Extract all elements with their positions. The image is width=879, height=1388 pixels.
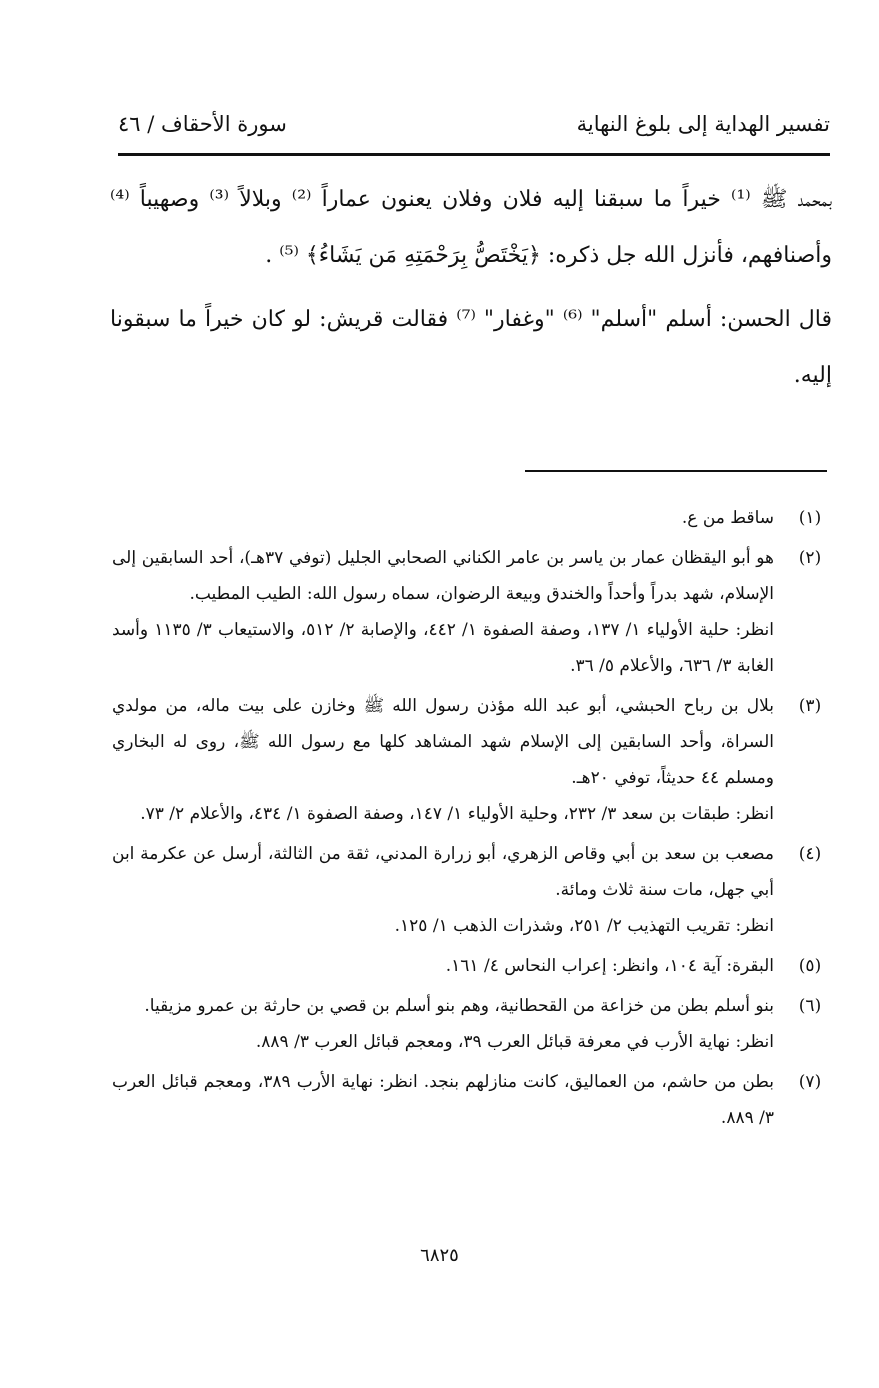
footnote-references: انظر: طبقات بن سعد ٣/ ٢٣٢، وحلية الأولياء ١/ ١٤٧، وصفة الصفوة ١/ ٤٣٤، والأعلام ٢/ ٧٣.: [140, 804, 774, 824]
footnote-number: (٣): [798, 696, 822, 716]
footnote-5: [112, 948, 832, 984]
footnote-text: بلال بن رباح الحبشي، أبو عبد الله مؤذن رسول الله ﷺ وخازن على بيت ماله، من مولدي السراة، وأحد السابقين إلى الإسلام شهد المشاهد كلها مع رسول الله ﷺ، روى له البخاري ومسلم ٤٤ حديثاً، توفي ٢٠هـ.: [112, 696, 774, 788]
footnote-7: [112, 1064, 832, 1136]
footnotes: [112, 500, 832, 1140]
footnote-divider: [525, 470, 827, 472]
main-paragraph-1: بمحمد ﷺ ⁽¹⁾ خيراً ما سبقنا إليه فلان وفلان يعنون عماراً ⁽²⁾ وبلالاً ⁽³⁾ وصهيباً ⁽⁴⁾ وأصنافهم، فأنزل الله جل ذكره: ﴿يَخْتَصُّ بِرَحْمَتِهِ مَن يَشَاءُ﴾ ⁽⁵⁾ .: [110, 187, 832, 268]
footnote-1: [112, 500, 832, 536]
footnote-references: انظر: تقريب التهذيب ٢/ ٢٥١، وشذرات الذهب ١/ ١٢٥.: [394, 916, 774, 936]
footnote-number: (٥): [798, 956, 822, 976]
footnote-text: مصعب بن سعد بن أبي وقاص الزهري، أبو زرارة المدني، ثقة من الثالثة، أرسل عن عكرمة ابن أبي جهل، مات سنة ثلاث ومائة.: [112, 844, 774, 900]
footnote-text: هو أبو اليقظان عمار بن ياسر بن عامر الكناني الصحابي الجليل (توفي ٣٧هـ)، أحد السابقين إلى الإسلام، شهد بدراً وأحداً والخندق وبيعة الرضوان، سماه رسول الله: الطيب المطيب.: [112, 548, 774, 604]
footnote-text: بطن من حاشم، من العماليق، كانت منازلهم بنجد. انظر: نهاية الأرب ٣٨٩، ومعجم قبائل العرب ٣/ ٨٨٩.: [112, 1072, 774, 1128]
page-number: ٦٨٢٥: [420, 1245, 459, 1266]
header-divider: [118, 153, 830, 156]
book-title: تفسير الهداية إلى بلوغ النهاية: [576, 112, 830, 136]
footnote-number: (٦): [798, 996, 822, 1016]
footnote-4: [112, 836, 832, 944]
footnote-references: انظر: حلية الأولياء ١/ ١٣٧، وصفة الصفوة ١/ ٤٤٢، والإصابة ٢/ ٥١٢، والاستيعاب ٣/ ١١٣٥ وأسد الغابة ٣/ ٦٣٦، والأعلام ٥/ ٣٦.: [112, 620, 774, 676]
footnote-text: ساقط من ع.: [681, 508, 774, 528]
footnote-text: البقرة: آية ١٠٤، وانظر: إعراب النحاس ٤/ ١٦١.: [445, 956, 774, 976]
footnote-3: [112, 688, 832, 832]
footnote-2: [112, 540, 832, 684]
footnote-references: انظر: نهاية الأرب في معرفة قبائل العرب ٣٩، ومعجم قبائل العرب ٣/ ٨٨٩.: [255, 1032, 774, 1052]
footnote-number: (٤): [798, 844, 822, 864]
page-header: [118, 112, 830, 146]
surah-page-label: سورة الأحقاف / ٤٦: [118, 112, 287, 136]
footnote-text: بنو أسلم بطن من خزاعة من القحطانية، وهم بنو أسلم بن قصي بن حارثة بن عمرو مزيقيا.: [144, 996, 774, 1016]
footnote-6: [112, 988, 832, 1060]
main-text: [110, 172, 832, 410]
main-paragraph-2: قال الحسن: أسلم "أسلم" ⁽⁶⁾ "وغفار" ⁽⁷⁾ فقالت قريش: لو كان خيراً ما سبقونا إليه.: [110, 307, 832, 388]
footnote-number: (١): [798, 508, 822, 528]
footnote-number: (٧): [798, 1072, 822, 1092]
footnote-number: (٢): [798, 548, 822, 568]
